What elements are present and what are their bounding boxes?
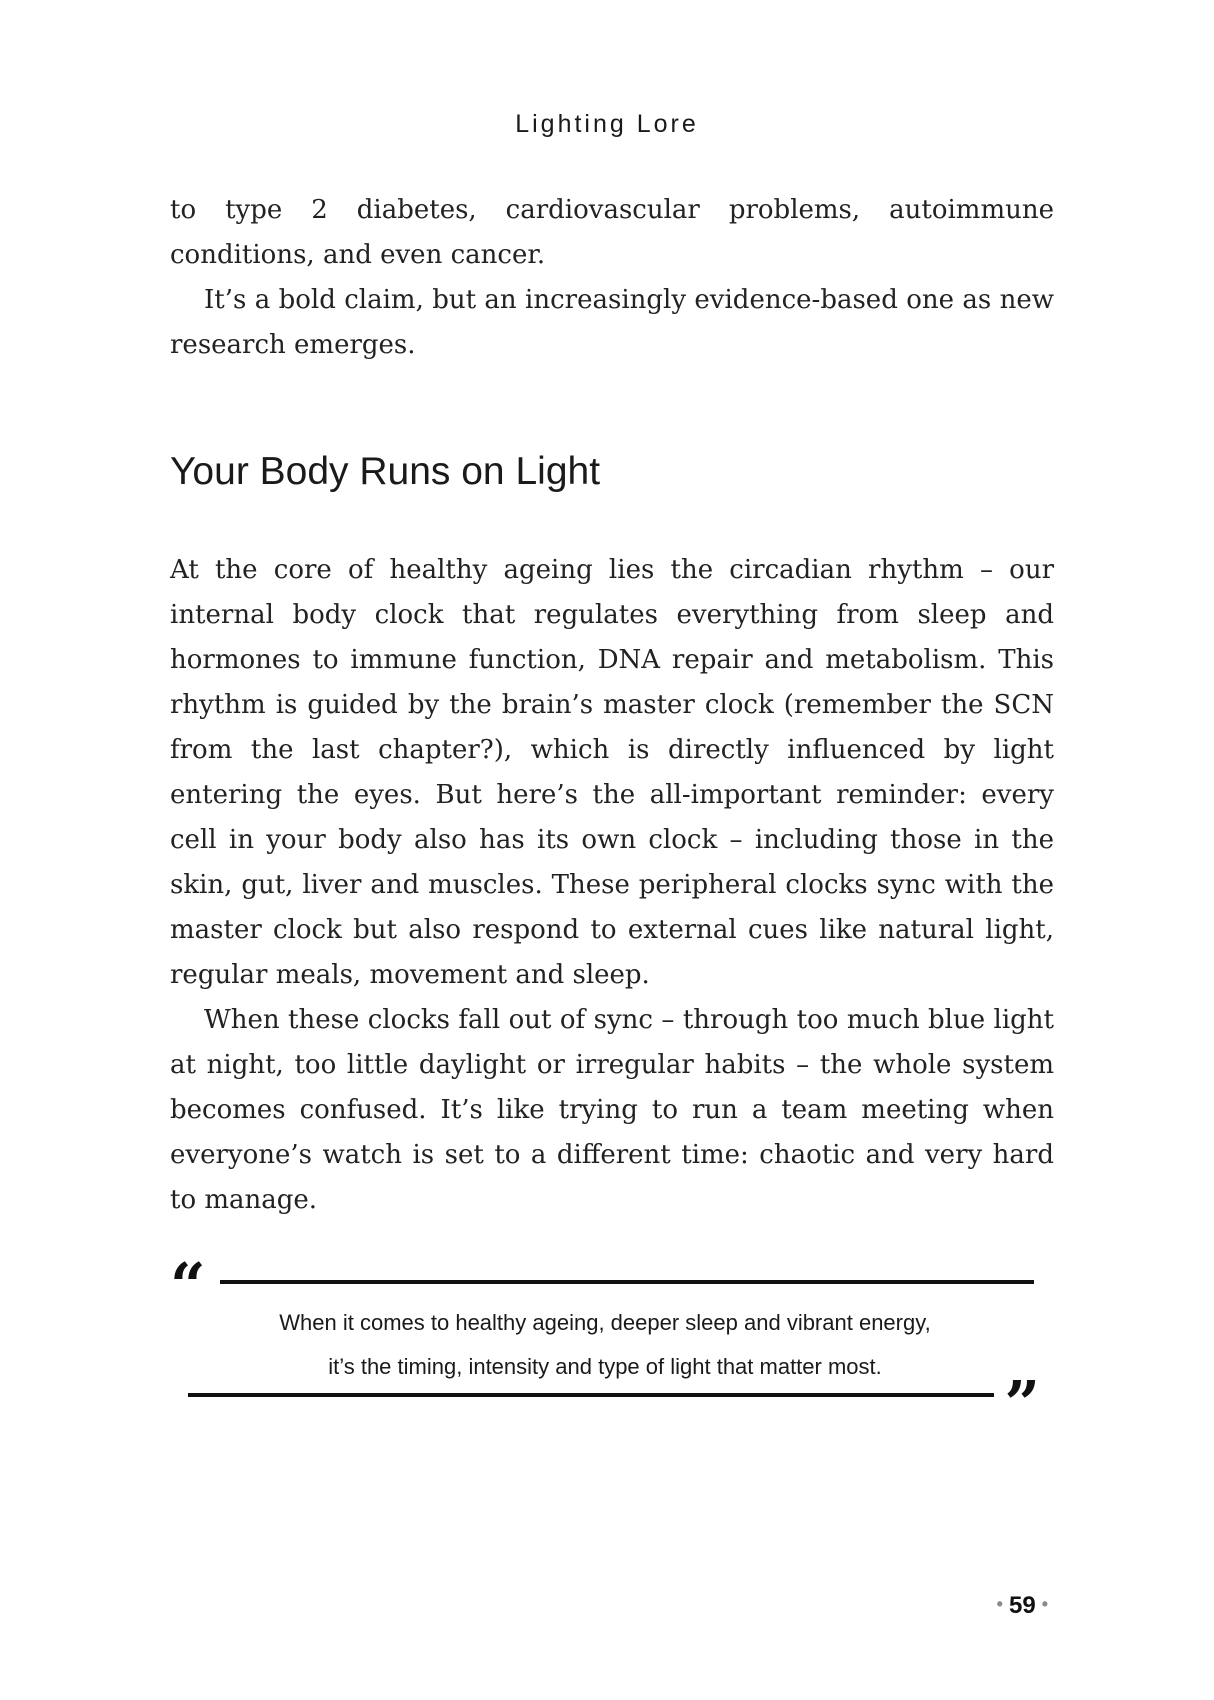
paragraph: At the core of healthy ageing lies the circadian rhythm – our internal body clock that regulates everything from sleep and hormones to immune function, DNA repair and metabolism. This rhythm is guided by the brain’s master clock (remember the SCN from the last chapter?), which is directly influenced by light entering the eyes. But here’s the all-important reminder: every cell in your body also has its own clock – including those in the skin, gut, liver and muscles. These peripheral clocks sync with the master clock but also respond to external cues like natural light, regular meals, movement and sleep.: [170, 555, 1054, 990]
pull-quote-text: [170, 1301, 1040, 1389]
paragraph: to type 2 diabetes, cardiovascular problems, autoimmune conditions, and even cancer.: [170, 195, 1054, 270]
paragraph: It’s a bold claim, but an increasingly evidence-based one as new research emerges.: [170, 285, 1054, 360]
page-number: [991, 1592, 1054, 1620]
pull-quote-line: it’s the timing, intensity and type of light that matter most.: [328, 1354, 882, 1379]
page-number-value: 59: [1008, 1592, 1036, 1619]
bullet-icon: •: [996, 1594, 1003, 1614]
bullet-icon: •: [1041, 1594, 1048, 1614]
paragraph: When these clocks fall out of sync – through too much blue light at night, too little daylight or irregular habits – the whole system becomes confused. It’s like trying to run a team meeting when everyone’s watch is set to a different time: chaotic and very hard to manage.: [170, 1005, 1054, 1215]
open-quote-icon: “: [170, 1249, 206, 1322]
section-heading: Your Body Runs on Light: [170, 450, 601, 493]
quote-rule-top: [220, 1280, 1034, 1284]
pull-quote: [170, 1249, 1040, 1440]
quote-rule-bottom: [188, 1393, 994, 1397]
continued-text: [170, 188, 1054, 368]
close-quote-icon: ”: [1004, 1367, 1040, 1440]
running-head: Lighting Lore: [515, 110, 699, 138]
section-body: [170, 548, 1054, 1223]
pull-quote-line: When it comes to healthy ageing, deeper sleep and vibrant energy,: [279, 1310, 931, 1335]
